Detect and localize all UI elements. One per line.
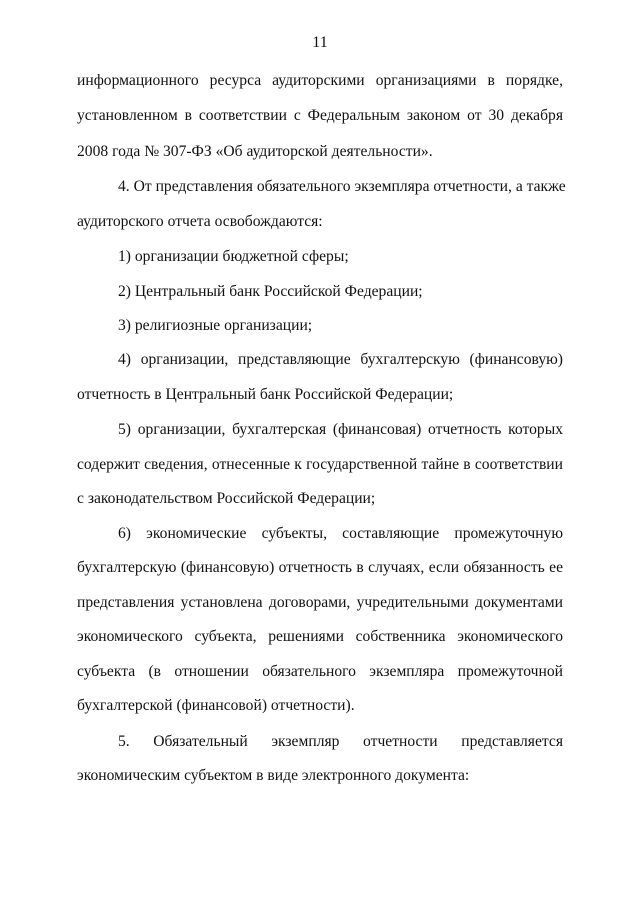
list-item: 3) религиозные организации; bbox=[118, 317, 313, 334]
list-item: 6) экономические субъекты, составляющие промежуточную bbox=[118, 525, 563, 542]
text-line: экономическим субъектом в виде электронного документа: bbox=[77, 767, 470, 784]
text-line: установленном в соответствии с Федеральным законом от 30 декабря bbox=[77, 107, 563, 124]
text-line: с законодательством Российской Федерации; bbox=[77, 490, 376, 507]
text-line: 4. От представления обязательного экземпляра отчетности, а также bbox=[118, 178, 566, 195]
list-item: 5) организации, бухгалтерская (финансовая) отчетность которых bbox=[118, 421, 563, 438]
text-line: представления установлена договорами, учредительными документами bbox=[77, 594, 563, 611]
text-line: отчетность в Центральный банк Российской Федерации; bbox=[77, 386, 454, 403]
list-item: 2) Центральный банк Российской Федерации; bbox=[118, 283, 423, 300]
text-line: субъекта (в отношении обязательного экземпляра промежуточной bbox=[77, 663, 563, 680]
page-number: 11 bbox=[312, 34, 328, 51]
text-line: экономического субъекта, решениями собственника экономического bbox=[77, 628, 563, 645]
list-item: 4) организации, представляющие бухгалтерскую (финансовую) bbox=[118, 351, 563, 368]
list-item: 1) организации бюджетной сферы; bbox=[118, 248, 349, 265]
text-line: аудиторского отчета освобождаются: bbox=[77, 213, 323, 230]
text-line: 2008 года № 307-ФЗ «Об аудиторской деятельности». bbox=[77, 143, 433, 160]
text-line: содержит сведения, отнесенные к государственной тайне в соответствии bbox=[77, 456, 563, 473]
text-line: бухгалтерской (финансовой) отчетности). bbox=[77, 697, 355, 714]
paragraph-start: 5. Обязательный экземпляр отчетности представляется bbox=[118, 733, 563, 750]
text-line: бухгалтерскую (финансовую) отчетность в случаях, если обязанность ее bbox=[77, 559, 563, 576]
text-line: информационного ресурса аудиторскими организациями в порядке, bbox=[77, 72, 563, 89]
